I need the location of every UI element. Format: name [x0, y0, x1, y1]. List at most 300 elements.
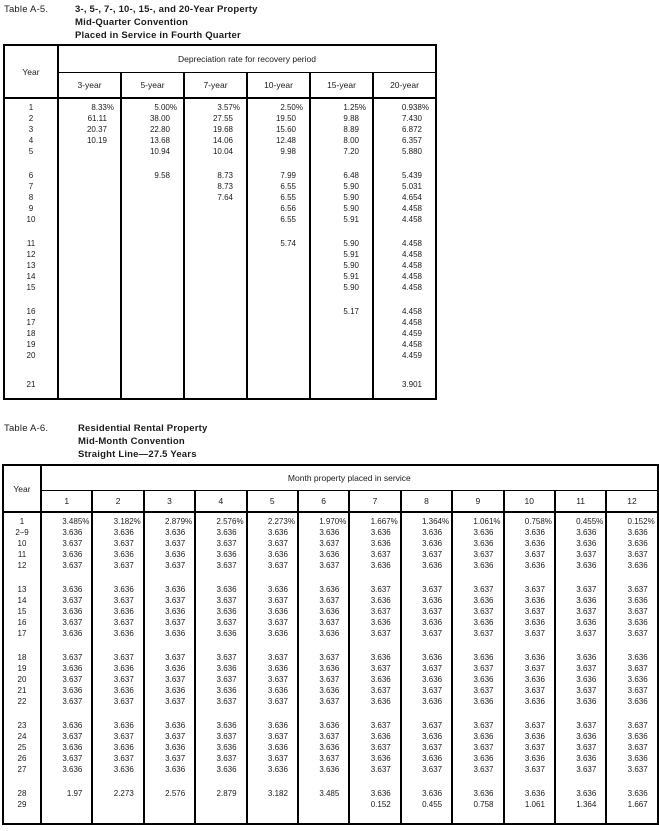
value-cell: 9.58: [121, 170, 184, 181]
value-cell: 3.636: [606, 674, 657, 685]
table-row: [3, 731, 658, 742]
value-cell: 7.99: [247, 170, 310, 181]
table-row: [3, 617, 658, 628]
value-cell: 3.636: [247, 720, 298, 731]
table-a5: [3, 44, 437, 400]
column-header: 3: [144, 491, 195, 513]
value-cell: [247, 282, 310, 293]
value-cell: 3.636: [349, 595, 400, 606]
value-cell: 3.637: [452, 606, 503, 617]
value-cell: 4.458: [373, 203, 436, 214]
value-cell: [58, 203, 121, 214]
value-cell: [310, 339, 373, 350]
spacer-row: [3, 775, 658, 788]
year-cell: 21: [17, 686, 27, 695]
value-cell: 10.04: [184, 146, 247, 157]
value-cell: 3.636: [555, 731, 606, 742]
value-cell: 5.90: [310, 181, 373, 192]
value-cell: 3.636: [555, 538, 606, 549]
year-cell: 11: [26, 239, 36, 248]
value-cell: [58, 260, 121, 271]
value-cell: 3.636: [247, 764, 298, 775]
value-cell: 3.637: [195, 617, 246, 628]
value-cell: 4.458: [373, 271, 436, 282]
value-cell: 3.636: [41, 742, 92, 753]
value-cell: 3.637: [349, 720, 400, 731]
value-cell: 3.636: [195, 527, 246, 538]
value-cell: 1.970%: [298, 516, 349, 527]
value-cell: 3.636: [349, 538, 400, 549]
value-cell: [58, 181, 121, 192]
year-cell: 19: [26, 340, 36, 349]
value-cell: 3.636: [92, 764, 143, 775]
value-cell: 3.636: [247, 584, 298, 595]
value-cell: 3.637: [41, 753, 92, 764]
value-cell: 1.061: [504, 799, 555, 810]
value-cell: [184, 339, 247, 350]
value-cell: 3.637: [144, 674, 195, 685]
value-cell: 3.636: [41, 549, 92, 560]
value-cell: 3.636: [606, 788, 657, 799]
value-cell: 3.636: [504, 788, 555, 799]
table-row: [4, 102, 436, 113]
value-cell: 3.636: [555, 753, 606, 764]
year-cell: 1: [28, 103, 34, 112]
value-cell: [121, 214, 184, 225]
value-cell: 3.636: [504, 652, 555, 663]
value-cell: 3.637: [349, 742, 400, 753]
value-cell: [58, 146, 121, 157]
value-cell: 4.458: [373, 339, 436, 350]
year-cell: 9: [28, 204, 34, 213]
table-row: [4, 379, 436, 390]
value-cell: 3.637: [504, 628, 555, 639]
value-cell: [247, 799, 298, 810]
value-cell: [58, 339, 121, 350]
value-cell: [121, 203, 184, 214]
value-cell: [247, 317, 310, 328]
value-cell: 3.636: [144, 584, 195, 595]
value-cell: [144, 799, 195, 810]
value-cell: 3.636: [349, 527, 400, 538]
value-cell: 3.636: [195, 584, 246, 595]
value-cell: 20.37: [58, 124, 121, 135]
value-cell: 3.637: [504, 742, 555, 753]
value-cell: 8.73: [184, 181, 247, 192]
value-cell: 3.636: [92, 584, 143, 595]
value-cell: 3.636: [504, 696, 555, 707]
value-cell: 3.636: [41, 720, 92, 731]
value-cell: 3.637: [41, 560, 92, 571]
value-cell: 3.636: [41, 685, 92, 696]
year-cell: 24: [17, 732, 27, 741]
table-a5-label: Table A-5.: [4, 4, 49, 15]
year-cell: 2: [28, 114, 34, 123]
value-cell: 3.637: [452, 663, 503, 674]
value-cell: 0.758%: [504, 516, 555, 527]
value-cell: 3.637: [349, 764, 400, 775]
value-cell: 19.68: [184, 124, 247, 135]
table-row: [4, 203, 436, 214]
value-cell: 3.636: [41, 628, 92, 639]
value-cell: 6.56: [247, 203, 310, 214]
value-cell: 0.455: [401, 799, 452, 810]
value-cell: 3.637: [401, 720, 452, 731]
value-cell: 0.152%: [606, 516, 657, 527]
value-cell: 2.50%: [247, 102, 310, 113]
value-cell: 3.636: [41, 527, 92, 538]
value-cell: 3.637: [92, 652, 143, 663]
value-cell: 3.636: [401, 560, 452, 571]
value-cell: [247, 350, 310, 361]
value-cell: 3.637: [144, 652, 195, 663]
value-cell: 3.637: [504, 764, 555, 775]
value-cell: 3.637: [298, 731, 349, 742]
year-cell: 2–9: [15, 528, 29, 537]
value-cell: 3.637: [555, 764, 606, 775]
table-row: [4, 214, 436, 225]
year-cell: 6: [28, 171, 34, 180]
value-cell: 3.636: [504, 538, 555, 549]
value-cell: [121, 282, 184, 293]
value-cell: 3.637: [555, 606, 606, 617]
value-cell: 3.637: [452, 764, 503, 775]
value-cell: 3.636: [401, 617, 452, 628]
table-row: [4, 317, 436, 328]
value-cell: [184, 282, 247, 293]
value-cell: 3.636: [401, 674, 452, 685]
value-cell: 10.19: [58, 135, 121, 146]
value-cell: 3.636: [92, 628, 143, 639]
value-cell: 3.636: [504, 617, 555, 628]
spacer-row: [3, 810, 658, 824]
value-cell: 3.901: [373, 379, 436, 390]
year-cell: 28: [17, 789, 27, 798]
table-a6-title: [78, 422, 207, 461]
value-cell: 3.637: [298, 652, 349, 663]
table-row: [3, 538, 658, 549]
column-header: 11: [555, 491, 606, 513]
value-cell: 3.636: [41, 663, 92, 674]
value-cell: 3.637: [298, 560, 349, 571]
value-cell: 3.636: [401, 538, 452, 549]
value-cell: [58, 379, 121, 390]
table-row: [3, 549, 658, 560]
column-header: 20-year: [373, 73, 436, 99]
value-cell: 3.637: [195, 538, 246, 549]
value-cell: 3.637: [452, 685, 503, 696]
year-cell: 3: [28, 125, 34, 134]
value-cell: 3.636: [92, 663, 143, 674]
value-cell: 3.637: [349, 663, 400, 674]
column-header: 10-year: [247, 73, 310, 99]
value-cell: 3.636: [606, 595, 657, 606]
value-cell: 6.48: [310, 170, 373, 181]
spacer-row: [4, 157, 436, 170]
year-cell: 10: [17, 539, 27, 548]
value-cell: 3.637: [504, 685, 555, 696]
value-cell: [121, 317, 184, 328]
year-cell: 16: [17, 618, 27, 627]
year-cell: 1: [19, 517, 25, 526]
value-cell: [121, 350, 184, 361]
column-header: 5: [247, 491, 298, 513]
value-cell: 3.636: [298, 764, 349, 775]
table-a6-title-line-2: Mid-Month Convention: [78, 436, 185, 447]
table-row: [3, 685, 658, 696]
value-cell: 3.637: [452, 720, 503, 731]
value-cell: 3.637: [247, 674, 298, 685]
value-cell: 9.98: [247, 146, 310, 157]
column-header: 6: [298, 491, 349, 513]
value-cell: 3.637: [555, 685, 606, 696]
table-row: [3, 527, 658, 538]
value-cell: 3.637: [349, 685, 400, 696]
value-cell: 3.636: [298, 663, 349, 674]
value-cell: 3.637: [349, 628, 400, 639]
value-cell: 3.182: [247, 788, 298, 799]
value-cell: 3.636: [452, 696, 503, 707]
table-row: [3, 628, 658, 639]
value-cell: 3.637: [452, 628, 503, 639]
value-cell: [247, 249, 310, 260]
value-cell: 3.636: [349, 617, 400, 628]
table-a5-title-line-3: Placed in Service in Fourth Quarter: [75, 30, 241, 41]
column-header: 7: [349, 491, 400, 513]
column-header: 12: [606, 491, 657, 513]
value-cell: [92, 799, 143, 810]
value-cell: 3.637: [92, 674, 143, 685]
year-cell: 17: [17, 629, 27, 638]
value-cell: 3.636: [504, 674, 555, 685]
year-cell: 12: [17, 561, 27, 570]
value-cell: 3.637: [452, 549, 503, 560]
value-cell: 3.636: [401, 527, 452, 538]
value-cell: [58, 306, 121, 317]
year-cell: 22: [17, 697, 27, 706]
table-row: [3, 753, 658, 764]
value-cell: 3.636: [247, 549, 298, 560]
value-cell: 6.55: [247, 181, 310, 192]
year-cell: 18: [26, 329, 36, 338]
table-a6-title-line-3: Straight Line—27.5 Years: [78, 449, 197, 460]
spacer-row: [3, 707, 658, 720]
value-cell: 3.636: [195, 742, 246, 753]
value-cell: 3.637: [298, 538, 349, 549]
table-row: [3, 560, 658, 571]
value-cell: 15.60: [247, 124, 310, 135]
value-cell: 3.637: [349, 606, 400, 617]
value-cell: 3.636: [452, 788, 503, 799]
value-cell: 3.636: [247, 606, 298, 617]
value-cell: 3.637: [195, 696, 246, 707]
value-cell: [247, 379, 310, 390]
value-cell: [247, 339, 310, 350]
table-row: [3, 584, 658, 595]
value-cell: 3.636: [144, 685, 195, 696]
column-header: 15-year: [310, 73, 373, 99]
value-cell: 3.637: [401, 549, 452, 560]
value-cell: 3.636: [349, 560, 400, 571]
table-row: [4, 306, 436, 317]
value-cell: 3.636: [555, 595, 606, 606]
value-cell: [184, 317, 247, 328]
value-cell: 3.637: [606, 742, 657, 753]
value-cell: [184, 249, 247, 260]
value-cell: [184, 260, 247, 271]
value-cell: 3.637: [606, 663, 657, 674]
value-cell: 3.636: [401, 788, 452, 799]
value-cell: 3.636: [247, 628, 298, 639]
value-cell: 3.636: [144, 720, 195, 731]
table-row: [3, 595, 658, 606]
value-cell: 3.637: [247, 652, 298, 663]
value-cell: 22.80: [121, 124, 184, 135]
table-row: [3, 606, 658, 617]
table-row: [4, 113, 436, 124]
table-row: [4, 238, 436, 249]
value-cell: 0.455%: [555, 516, 606, 527]
value-cell: 4.459: [373, 350, 436, 361]
value-cell: 3.637: [41, 674, 92, 685]
value-cell: 3.637: [606, 628, 657, 639]
value-cell: [310, 328, 373, 339]
value-cell: 3.636: [298, 742, 349, 753]
spanning-header: Depreciation rate for recovery period: [58, 45, 436, 73]
value-cell: 5.00%: [121, 102, 184, 113]
value-cell: 3.636: [92, 720, 143, 731]
column-header: 10: [504, 491, 555, 513]
value-cell: 3.636: [452, 538, 503, 549]
year-cell: 19: [17, 664, 27, 673]
column-header: 8: [401, 491, 452, 513]
value-cell: 3.637: [298, 753, 349, 764]
value-cell: 10.94: [121, 146, 184, 157]
value-cell: 3.636: [555, 652, 606, 663]
value-cell: 3.637: [92, 538, 143, 549]
value-cell: [58, 271, 121, 282]
value-cell: [121, 271, 184, 282]
value-cell: 3.637: [144, 696, 195, 707]
value-cell: 3.636: [298, 549, 349, 560]
value-cell: 6.872: [373, 124, 436, 135]
value-cell: 3.636: [298, 606, 349, 617]
value-cell: [247, 328, 310, 339]
value-cell: 3.637: [349, 549, 400, 560]
value-cell: 3.637: [452, 742, 503, 753]
value-cell: 0.152: [349, 799, 400, 810]
value-cell: 13.68: [121, 135, 184, 146]
value-cell: 3.636: [606, 560, 657, 571]
value-cell: 3.636: [452, 595, 503, 606]
value-cell: 3.637: [92, 696, 143, 707]
value-cell: 3.637: [555, 584, 606, 595]
year-cell: 18: [17, 653, 27, 662]
value-cell: [184, 203, 247, 214]
value-cell: 1.364: [555, 799, 606, 810]
value-cell: 3.636: [247, 527, 298, 538]
table-row: [4, 350, 436, 361]
value-cell: [58, 238, 121, 249]
value-cell: [184, 271, 247, 282]
spacer-row: [4, 361, 436, 379]
value-cell: 3.636: [195, 628, 246, 639]
value-cell: 3.637: [195, 674, 246, 685]
value-cell: 3.636: [144, 549, 195, 560]
value-cell: [195, 799, 246, 810]
value-cell: 5.90: [310, 203, 373, 214]
value-cell: 3.636: [298, 527, 349, 538]
value-cell: [298, 799, 349, 810]
year-cell: 5: [28, 147, 34, 156]
value-cell: 3.637: [144, 560, 195, 571]
value-cell: 8.00: [310, 135, 373, 146]
value-cell: 4.458: [373, 282, 436, 293]
value-cell: 6.55: [247, 192, 310, 203]
year-cell: 8: [28, 193, 34, 202]
year-cell: 12: [26, 250, 36, 259]
value-cell: 3.636: [92, 685, 143, 696]
value-cell: 3.637: [401, 685, 452, 696]
table-row: [4, 181, 436, 192]
table-row: [3, 663, 658, 674]
value-cell: [58, 170, 121, 181]
value-cell: 3.636: [92, 742, 143, 753]
value-cell: 3.636: [606, 652, 657, 663]
value-cell: 3.636: [298, 685, 349, 696]
column-header: 2: [92, 491, 143, 513]
value-cell: 8.89: [310, 124, 373, 135]
value-cell: 3.636: [555, 560, 606, 571]
table-row: [3, 674, 658, 685]
value-cell: 3.636: [555, 527, 606, 538]
year-cell: 21: [26, 380, 36, 389]
value-cell: 61.11: [58, 113, 121, 124]
value-cell: [121, 306, 184, 317]
value-cell: 3.636: [92, 606, 143, 617]
value-cell: 2.273: [92, 788, 143, 799]
value-cell: [247, 306, 310, 317]
value-cell: [58, 192, 121, 203]
year-cell: 13: [26, 261, 36, 270]
value-cell: [310, 317, 373, 328]
table-row: [4, 282, 436, 293]
table-a5-title: [75, 3, 258, 42]
value-cell: 3.637: [41, 731, 92, 742]
value-cell: 3.637: [401, 606, 452, 617]
value-cell: 3.637: [144, 538, 195, 549]
value-cell: 3.637: [195, 731, 246, 742]
value-cell: [58, 350, 121, 361]
value-cell: 3.637: [247, 538, 298, 549]
value-cell: 3.637: [247, 560, 298, 571]
value-cell: 5.880: [373, 146, 436, 157]
value-cell: 5.90: [310, 192, 373, 203]
value-cell: 3.636: [452, 652, 503, 663]
value-cell: 3.636: [401, 731, 452, 742]
value-cell: 3.636: [144, 628, 195, 639]
value-cell: 3.636: [298, 720, 349, 731]
value-cell: [184, 238, 247, 249]
table-row: [4, 260, 436, 271]
value-cell: [121, 328, 184, 339]
value-cell: 3.637: [452, 584, 503, 595]
table-row: [4, 170, 436, 181]
value-cell: 4.458: [373, 249, 436, 260]
value-cell: 0.758: [452, 799, 503, 810]
value-cell: 3.636: [144, 527, 195, 538]
year-cell: 14: [26, 272, 36, 281]
